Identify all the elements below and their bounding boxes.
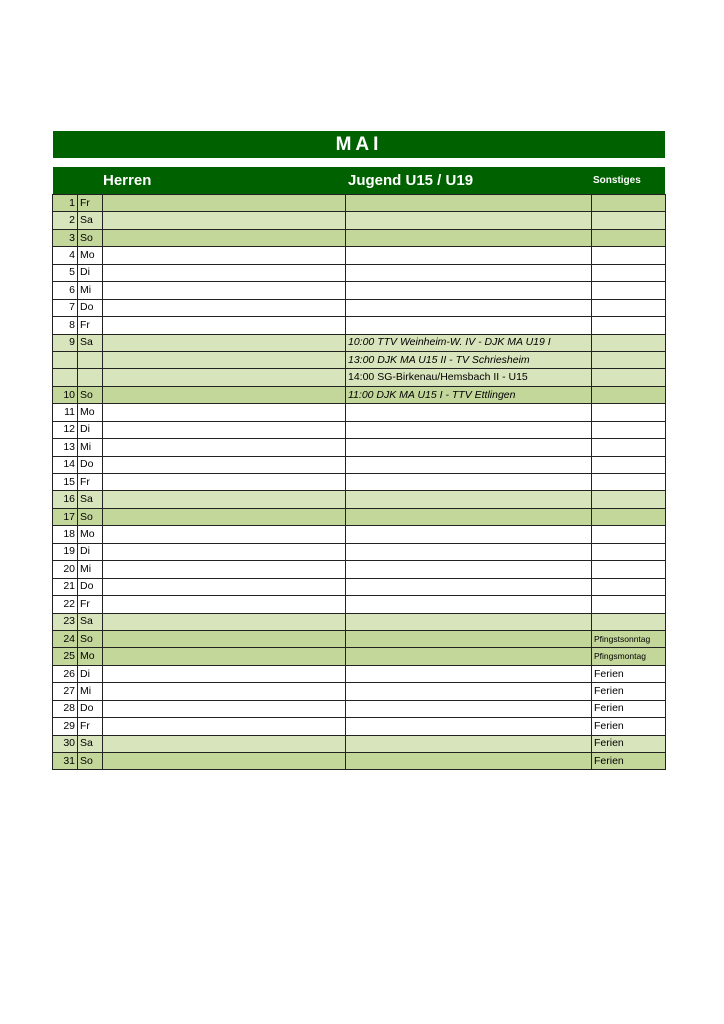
- sonstiges-cell[interactable]: [592, 456, 666, 473]
- table-row: [53, 700, 666, 717]
- herren-cell[interactable]: [103, 404, 346, 421]
- jugend-cell[interactable]: [346, 404, 592, 421]
- weekday[interactable]: So: [78, 229, 103, 246]
- sonstiges-cell[interactable]: [592, 613, 666, 630]
- day-number[interactable]: 24: [53, 630, 78, 647]
- jugend-cell[interactable]: [346, 526, 592, 543]
- table-row: [53, 613, 666, 630]
- table-row: [53, 630, 666, 647]
- weekday[interactable]: Di: [78, 264, 103, 281]
- weekday[interactable]: Sa: [78, 334, 103, 351]
- herren-cell[interactable]: [103, 491, 346, 508]
- day-number[interactable]: 19: [53, 543, 78, 560]
- weekday[interactable]: Fr: [78, 474, 103, 491]
- jugend-cell[interactable]: [346, 735, 592, 752]
- day-number[interactable]: 15: [53, 474, 78, 491]
- table-row: [53, 718, 666, 735]
- herren-cell[interactable]: [103, 735, 346, 752]
- jugend-cell[interactable]: [346, 613, 592, 630]
- herren-cell[interactable]: [103, 334, 346, 351]
- jugend-cell[interactable]: [346, 543, 592, 560]
- jugend-cell[interactable]: [346, 474, 592, 491]
- jugend-cell[interactable]: 11:00 DJK MA U15 I - TTV Ettlingen: [346, 386, 592, 403]
- herren-cell[interactable]: [103, 317, 346, 334]
- day-number[interactable]: 20: [53, 561, 78, 578]
- table-row: [53, 508, 666, 525]
- header-herren: Herren: [103, 172, 152, 189]
- day-number[interactable]: 11: [53, 404, 78, 421]
- table-row: [53, 247, 666, 264]
- sonstiges-cell[interactable]: [592, 369, 666, 386]
- jugend-cell[interactable]: [346, 247, 592, 264]
- herren-cell[interactable]: [103, 474, 346, 491]
- herren-cell[interactable]: [103, 247, 346, 264]
- herren-cell[interactable]: [103, 386, 346, 403]
- day-number[interactable]: 7: [53, 299, 78, 316]
- table-row: [53, 491, 666, 508]
- herren-cell[interactable]: [103, 229, 346, 246]
- table-row: [53, 596, 666, 613]
- jugend-cell[interactable]: [346, 212, 592, 229]
- table-row: [53, 543, 666, 560]
- weekday[interactable]: Do: [78, 578, 103, 595]
- weekday[interactable]: Mi: [78, 282, 103, 299]
- herren-cell[interactable]: [103, 264, 346, 281]
- herren-cell[interactable]: [103, 439, 346, 456]
- sonstiges-cell[interactable]: Ferien: [592, 700, 666, 717]
- jugend-cell[interactable]: 14:00 SG-Birkenau/Hemsbach II - U15: [346, 369, 592, 386]
- jugend-cell[interactable]: [346, 561, 592, 578]
- table-row: [53, 299, 666, 316]
- sonstiges-cell[interactable]: Pfingsmontag: [592, 648, 666, 665]
- header-sonstiges: Sonstiges: [593, 175, 641, 186]
- header-jugend: Jugend U15 / U19: [348, 172, 474, 189]
- sonstiges-cell[interactable]: Ferien: [592, 683, 666, 700]
- herren-cell[interactable]: [103, 212, 346, 229]
- day-number[interactable]: 6: [53, 282, 78, 299]
- day-number[interactable]: 2: [53, 212, 78, 229]
- table-row: [53, 561, 666, 578]
- sonstiges-cell[interactable]: [592, 491, 666, 508]
- jugend-cell[interactable]: [346, 718, 592, 735]
- herren-cell[interactable]: [103, 596, 346, 613]
- day-number[interactable]: 5: [53, 264, 78, 281]
- weekday[interactable]: Mi: [78, 683, 103, 700]
- day-number[interactable]: 25: [53, 648, 78, 665]
- jugend-cell[interactable]: [346, 683, 592, 700]
- table-row: [53, 317, 666, 334]
- day-number[interactable]: 21: [53, 578, 78, 595]
- weekday[interactable]: Do: [78, 456, 103, 473]
- jugend-cell[interactable]: [346, 753, 592, 770]
- herren-cell[interactable]: [103, 456, 346, 473]
- sonstiges-cell[interactable]: [592, 596, 666, 613]
- jugend-cell[interactable]: [346, 700, 592, 717]
- weekday[interactable]: Di: [78, 665, 103, 682]
- weekday[interactable]: Fr: [78, 718, 103, 735]
- day-number[interactable]: 3: [53, 229, 78, 246]
- weekday[interactable]: Mo: [78, 648, 103, 665]
- day-number[interactable]: 14: [53, 456, 78, 473]
- weekday[interactable]: Di: [78, 543, 103, 560]
- jugend-cell[interactable]: [346, 317, 592, 334]
- table-row: [53, 369, 666, 386]
- day-number[interactable]: 26: [53, 665, 78, 682]
- herren-cell[interactable]: [103, 753, 346, 770]
- table-row: [53, 264, 666, 281]
- day-number[interactable]: 9: [53, 334, 78, 351]
- herren-cell[interactable]: [103, 526, 346, 543]
- day-number[interactable]: 16: [53, 491, 78, 508]
- sonstiges-cell[interactable]: Ferien: [592, 718, 666, 735]
- sonstiges-cell[interactable]: [592, 421, 666, 438]
- sonstiges-cell[interactable]: [592, 334, 666, 351]
- sonstiges-cell[interactable]: Ferien: [592, 735, 666, 752]
- day-number[interactable]: 22: [53, 596, 78, 613]
- jugend-cell[interactable]: [346, 578, 592, 595]
- sonstiges-cell[interactable]: [592, 561, 666, 578]
- herren-cell[interactable]: [103, 543, 346, 560]
- herren-cell[interactable]: [103, 195, 346, 212]
- weekday[interactable]: So: [78, 630, 103, 647]
- jugend-cell[interactable]: [346, 630, 592, 647]
- jugend-cell[interactable]: [346, 299, 592, 316]
- herren-cell[interactable]: [103, 508, 346, 525]
- jugend-cell[interactable]: [346, 456, 592, 473]
- weekday[interactable]: Sa: [78, 212, 103, 229]
- sonstiges-cell[interactable]: [592, 212, 666, 229]
- jugend-cell[interactable]: [346, 491, 592, 508]
- sonstiges-cell[interactable]: [592, 247, 666, 264]
- day-number[interactable]: 4: [53, 247, 78, 264]
- day-number[interactable]: 13: [53, 439, 78, 456]
- weekday[interactable]: Do: [78, 700, 103, 717]
- sonstiges-cell[interactable]: [592, 351, 666, 368]
- weekday[interactable]: So: [78, 386, 103, 403]
- table-row: [53, 282, 666, 299]
- herren-cell[interactable]: [103, 648, 346, 665]
- day-number[interactable]: 17: [53, 508, 78, 525]
- jugend-cell[interactable]: [346, 648, 592, 665]
- weekday[interactable]: Mo: [78, 247, 103, 264]
- day-number[interactable]: 1: [53, 195, 78, 212]
- jugend-cell[interactable]: [346, 508, 592, 525]
- weekday[interactable]: Di: [78, 421, 103, 438]
- weekday[interactable]: Fr: [78, 195, 103, 212]
- weekday[interactable]: Sa: [78, 613, 103, 630]
- weekday[interactable]: [78, 351, 103, 368]
- herren-cell[interactable]: [103, 351, 346, 368]
- sonstiges-cell[interactable]: [592, 508, 666, 525]
- jugend-cell[interactable]: 10:00 TTV Weinheim-W. IV - DJK MA U19 I: [346, 334, 592, 351]
- table-row: [53, 578, 666, 595]
- sonstiges-cell[interactable]: [592, 282, 666, 299]
- weekday[interactable]: So: [78, 753, 103, 770]
- day-number[interactable]: 12: [53, 421, 78, 438]
- day-number[interactable]: 8: [53, 317, 78, 334]
- sonstiges-cell[interactable]: [592, 195, 666, 212]
- herren-cell[interactable]: [103, 718, 346, 735]
- weekday[interactable]: Fr: [78, 596, 103, 613]
- day-number[interactable]: 28: [53, 700, 78, 717]
- sonstiges-cell[interactable]: [592, 264, 666, 281]
- herren-cell[interactable]: [103, 613, 346, 630]
- jugend-cell[interactable]: [346, 282, 592, 299]
- day-number[interactable]: 23: [53, 613, 78, 630]
- jugend-cell[interactable]: 13:00 DJK MA U15 II - TV Schriesheim: [346, 351, 592, 368]
- sonstiges-cell[interactable]: [592, 317, 666, 334]
- table-row: [53, 334, 666, 351]
- jugend-cell[interactable]: [346, 195, 592, 212]
- jugend-cell[interactable]: [346, 264, 592, 281]
- table-row: [53, 665, 666, 682]
- weekday[interactable]: Do: [78, 299, 103, 316]
- day-number[interactable]: 27: [53, 683, 78, 700]
- day-number[interactable]: [53, 351, 78, 368]
- table-row: [53, 439, 666, 456]
- weekday[interactable]: Mi: [78, 439, 103, 456]
- sonstiges-cell[interactable]: Pfingstsonntag: [592, 630, 666, 647]
- weekday[interactable]: Sa: [78, 735, 103, 752]
- weekday[interactable]: Sa: [78, 491, 103, 508]
- day-number[interactable]: 30: [53, 735, 78, 752]
- herren-cell[interactable]: [103, 665, 346, 682]
- table-row: [53, 195, 666, 212]
- table-row: [53, 735, 666, 752]
- herren-cell[interactable]: [103, 561, 346, 578]
- sonstiges-cell[interactable]: Ferien: [592, 753, 666, 770]
- jugend-cell[interactable]: [346, 421, 592, 438]
- herren-cell[interactable]: [103, 578, 346, 595]
- table-row: [53, 229, 666, 246]
- sonstiges-cell[interactable]: [592, 439, 666, 456]
- table-row: [53, 648, 666, 665]
- herren-cell[interactable]: [103, 282, 346, 299]
- sonstiges-cell[interactable]: [592, 543, 666, 560]
- weekday[interactable]: Mi: [78, 561, 103, 578]
- column-header-bar: [53, 167, 665, 194]
- day-number[interactable]: 29: [53, 718, 78, 735]
- herren-cell[interactable]: [103, 683, 346, 700]
- weekday[interactable]: So: [78, 508, 103, 525]
- jugend-cell[interactable]: [346, 665, 592, 682]
- herren-cell[interactable]: [103, 369, 346, 386]
- herren-cell[interactable]: [103, 421, 346, 438]
- table-row: [53, 404, 666, 421]
- table-row: [53, 456, 666, 473]
- herren-cell[interactable]: [103, 299, 346, 316]
- sonstiges-cell[interactable]: [592, 578, 666, 595]
- weekday[interactable]: Mo: [78, 526, 103, 543]
- sonstiges-cell[interactable]: [592, 474, 666, 491]
- month-title: MAI: [53, 131, 665, 158]
- weekday[interactable]: Mo: [78, 404, 103, 421]
- table-row: [53, 421, 666, 438]
- sonstiges-cell[interactable]: Ferien: [592, 665, 666, 682]
- sonstiges-cell[interactable]: [592, 299, 666, 316]
- table-row: [53, 386, 666, 403]
- sonstiges-cell[interactable]: [592, 526, 666, 543]
- day-number[interactable]: [53, 369, 78, 386]
- sonstiges-cell[interactable]: [592, 229, 666, 246]
- jugend-cell[interactable]: [346, 229, 592, 246]
- day-number[interactable]: 31: [53, 753, 78, 770]
- jugend-cell[interactable]: [346, 596, 592, 613]
- table-row: [53, 351, 666, 368]
- sonstiges-cell[interactable]: [592, 404, 666, 421]
- weekday[interactable]: [78, 369, 103, 386]
- calendar-table: [52, 194, 666, 770]
- jugend-cell[interactable]: [346, 439, 592, 456]
- day-number[interactable]: 18: [53, 526, 78, 543]
- table-row: [53, 526, 666, 543]
- herren-cell[interactable]: [103, 700, 346, 717]
- table-row: [53, 474, 666, 491]
- table-row: [53, 212, 666, 229]
- day-number[interactable]: 10: [53, 386, 78, 403]
- sonstiges-cell[interactable]: [592, 386, 666, 403]
- weekday[interactable]: Fr: [78, 317, 103, 334]
- table-row: [53, 683, 666, 700]
- table-row: [53, 753, 666, 770]
- herren-cell[interactable]: [103, 630, 346, 647]
